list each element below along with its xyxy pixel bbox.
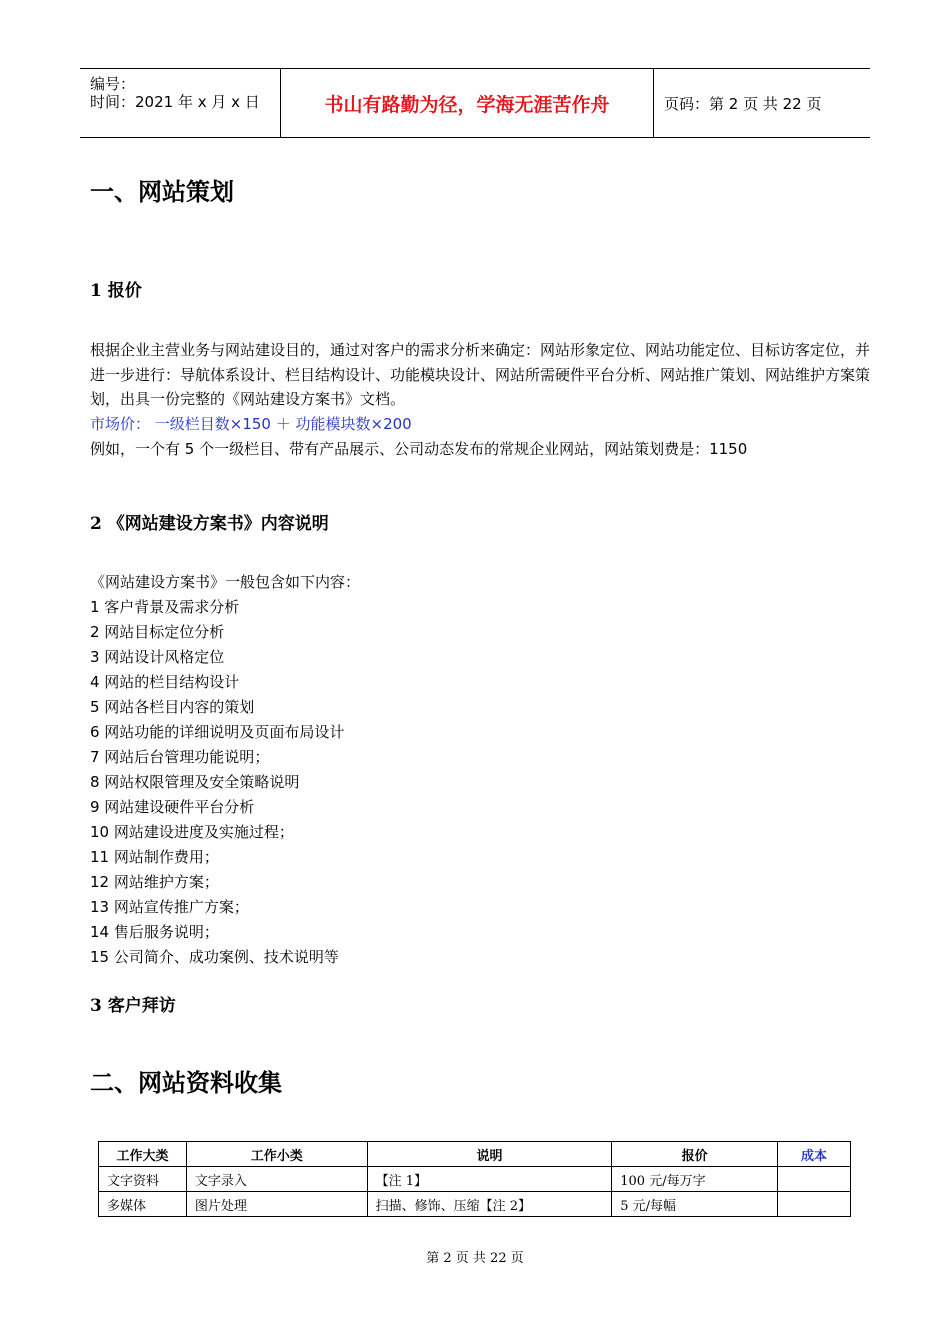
- table-cell: 文字录入: [186, 1167, 367, 1192]
- page-footer: 第 2 页 共 22 页: [426, 1251, 524, 1266]
- list-item: 11 网站制作费用；: [90, 848, 219, 866]
- price-example: 例如，一个有 5 个一级栏目、带有产品展示、公司动态发布的常规企业网站，网站策划费是：1150: [90, 440, 748, 458]
- section-heading-materials: 二、网站资料收集: [90, 1069, 282, 1097]
- table-cell: 多媒体: [99, 1192, 187, 1217]
- proposal-intro: 《网站建设方案书》一般包含如下内容：: [90, 573, 361, 591]
- list-item: 13 网站宣传推广方案；: [90, 898, 249, 916]
- list-item: 4 网站的栏目结构设计: [90, 673, 240, 691]
- list-item: 10 网站建设进度及实施过程；: [90, 823, 294, 841]
- table-cell: 100 元/每万字: [612, 1167, 778, 1192]
- table-row: [99, 1192, 851, 1217]
- header-motto: 书山有路勤为径，学海无涯苦作舟: [281, 69, 654, 137]
- planning-paragraph: 根据企业主营业务与网站建设目的，通过对客户的需求分析来确定：网站形象定位、网站功能定位、目标访客定位，并进一步进行：导航体系设计、栏目结构设计、功能模块设计、网站所需硬件平台分析、网站推广策划、网站维护方案策划，出具一份完整的《网站建设方案书》文档。: [90, 341, 871, 408]
- subheading-client-visit: 3 客户拜访: [90, 996, 176, 1016]
- list-item: 12 网站维护方案；: [90, 873, 219, 891]
- list-item: 3 网站设计风格定位: [90, 648, 225, 666]
- column-header: 工作大类: [99, 1142, 187, 1167]
- table-cell: 【注 1】: [367, 1167, 612, 1192]
- list-item: 5 网站各栏目内容的策划: [90, 698, 255, 716]
- header-meta: [80, 69, 281, 137]
- subheading-quote: 1 报价: [90, 281, 142, 301]
- list-item: 9 网站建设硬件平台分析: [90, 798, 255, 816]
- table-cell: 5 元/每幅: [612, 1192, 778, 1217]
- table-cell: 扫描、修饰、压缩【注 2】: [367, 1192, 612, 1217]
- column-header: 说明: [367, 1142, 612, 1167]
- column-header: 报价: [612, 1142, 778, 1167]
- page-header: [80, 68, 870, 138]
- section-heading-planning: 一、网站策划: [90, 178, 234, 206]
- list-item: 8 网站权限管理及安全策略说明: [90, 773, 300, 791]
- table-header-row: [99, 1142, 851, 1167]
- document-number: 编号：: [90, 75, 136, 93]
- column-header: 工作小类: [186, 1142, 367, 1167]
- list-item: 2 网站目标定位分析: [90, 623, 225, 641]
- list-item: 6 网站功能的详细说明及页面布局设计: [90, 723, 345, 741]
- subheading-proposal-contents: 2 《网站建设方案书》内容说明: [90, 514, 329, 534]
- list-item: 1 客户背景及需求分析: [90, 598, 240, 616]
- list-item: 15 公司简介、成功案例、技术说明等: [90, 948, 339, 966]
- list-item: 7 网站后台管理功能说明；: [90, 748, 270, 766]
- list-item: 14 售后服务说明；: [90, 923, 219, 941]
- table-cell: 图片处理: [186, 1192, 367, 1217]
- table-cell: [778, 1192, 851, 1217]
- market-price-formula: 市场价： 一级栏目数×150 ＋ 功能模块数×200: [90, 415, 412, 433]
- column-header: 成本: [778, 1142, 851, 1167]
- materials-table: [98, 1141, 851, 1217]
- table-row: [99, 1167, 851, 1192]
- header-page-info: [654, 69, 870, 137]
- table-cell: [778, 1167, 851, 1192]
- page-info-text: 页码：第 2 页 共 22 页: [664, 94, 822, 113]
- document-date: 时间：2021 年 x 月 x 日: [90, 93, 260, 111]
- table-cell: 文字资料: [99, 1167, 187, 1192]
